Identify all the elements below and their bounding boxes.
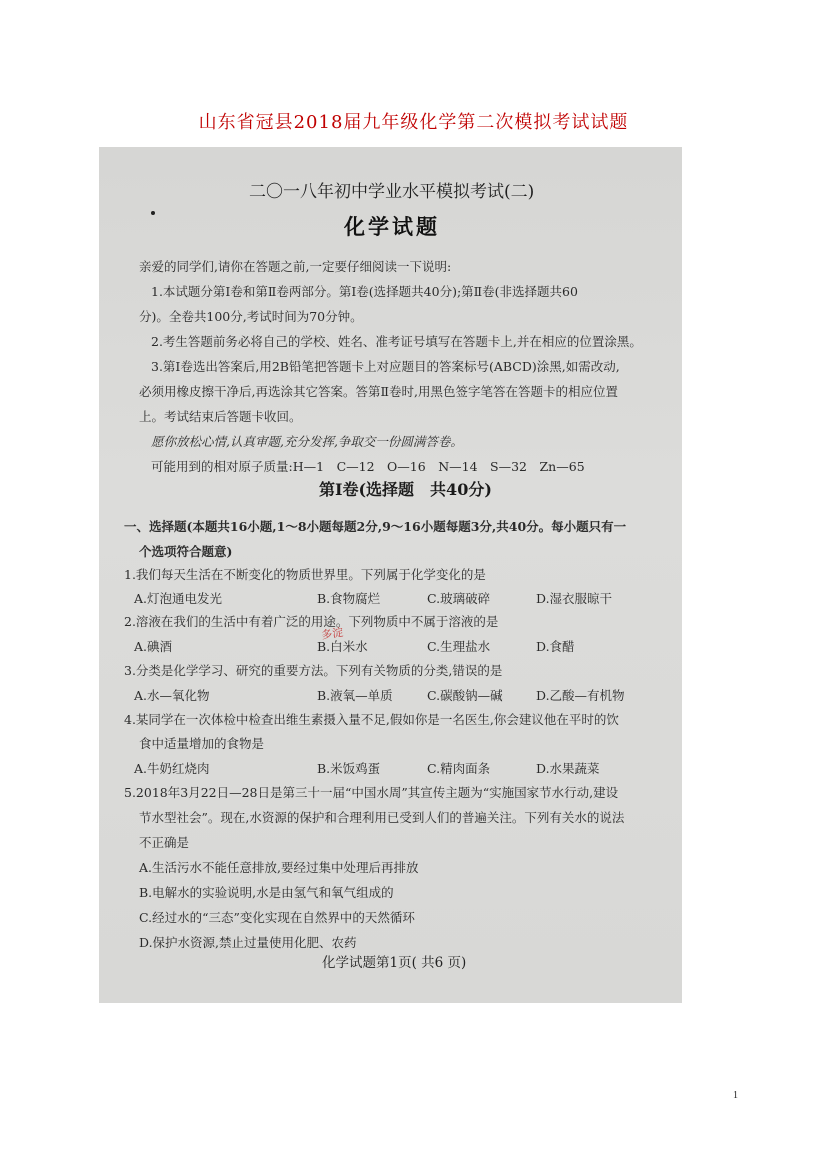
section-title: 第Ⅰ卷(选择题 共40分) (319, 480, 492, 499)
option-d: D.乙酸—有机物 (536, 688, 625, 703)
question-stem: 节水型社会”。现在,水资源的保护和合理利用已受到人们的普遍关注。下列有关水的说法 (139, 810, 625, 825)
page-footer: 化学试题第1页( 共6 页) (322, 955, 467, 971)
document-title: 山东省冠县2018届九年级化学第二次模拟考试试题 (198, 112, 629, 133)
ink-dot (151, 211, 155, 215)
question-stem: 不正确是 (139, 835, 190, 850)
note-line: 1.本试题分第Ⅰ卷和第Ⅱ卷两部分。第Ⅰ卷(选择题共40分);第Ⅱ卷(非选择题共60 (151, 284, 578, 299)
question-stem: 1.我们每天生活在不断变化的物质世界里。下列属于化学变化的是 (124, 567, 486, 582)
option-c: C.经过水的“三态”变化实现在自然界中的天然循环 (139, 910, 415, 925)
option-a: A.水—氧化物 (134, 688, 210, 703)
note-line: 必须用橡皮擦干净后,再选涂其它答案。答第Ⅱ卷时,用黑色签字笔答在答题卡的相应位置 (139, 384, 618, 399)
option-b: B.米饭鸡蛋 (317, 761, 381, 776)
option-b: B.白米水 (317, 639, 368, 654)
exam-header: 二〇一八年初中学业水平模拟考试(二) (249, 182, 535, 202)
intro-text: 亲爱的同学们,请你在答题之前,一定要仔细阅读一下说明: (139, 259, 452, 274)
option-d: D.湿衣服晾干 (536, 591, 613, 606)
question-stem: 4.某同学在一次体检中检查出维生素摄入量不足,假如你是一名医生,你会建议他在平时的饮 (124, 712, 619, 727)
question-stem: 食中适量增加的食物是 (139, 736, 265, 751)
instructions-line: 个选项符合题意) (139, 544, 233, 559)
wish-text: 愿你放松心情,认真审题,充分发挥,争取交一份圆满答卷。 (151, 434, 463, 449)
option-d: D.保护水资源,禁止过量使用化肥、农药 (139, 935, 357, 950)
red-handwritten-mark: 多淀 (320, 625, 345, 642)
option-c: C.精肉面条 (427, 761, 491, 776)
page-number: 1 (733, 1090, 738, 1101)
question-stem: 3.分类是化学学习、研究的重要方法。下列有关物质的分类,错误的是 (124, 663, 503, 678)
option-b: B.电解水的实验说明,水是由氢气和氧气组成的 (139, 885, 394, 900)
subject-title: 化学试题 (344, 214, 440, 239)
note-line: 3.第Ⅰ卷选出答案后,用2B铅笔把答题卡上对应题目的答案标号(ABCD)涂黑,如需改动, (151, 359, 620, 374)
atomic-masses: 可能用到的相对原子质量:H—1 C—12 O—16 N—14 S—32 Zn—65 (151, 459, 585, 474)
question-stem: 5.2018年3月22日—28日是第三十一届“中国水周”其宣传主题为“实施国家节水行动,建设 (124, 785, 619, 800)
option-d: D.食醋 (536, 639, 575, 654)
option-c: C.玻璃破碎 (427, 591, 491, 606)
option-a: A.灯泡通电发光 (134, 591, 223, 606)
question-stem: 2.溶液在我们的生活中有着广泛的用途。下列物质中不属于溶液的是 (124, 614, 499, 629)
note-line: 上。考试结束后答题卡收回。 (139, 409, 302, 424)
option-a: A.碘酒 (134, 639, 173, 654)
instructions-line: 一、选择题(本题共16小题,1～8小题每题2分,9～16小题每题3分,共40分。每小题只有一 (124, 519, 627, 534)
option-c: C.碳酸钠—碱 (427, 688, 503, 703)
option-a: A.牛奶红烧肉 (134, 761, 210, 776)
option-b: B.液氧—单质 (317, 688, 393, 703)
scanned-exam-photo (99, 147, 682, 1003)
option-b: B.食物腐烂 (317, 591, 381, 606)
option-a: A.生活污水不能任意排放,要经过集中处理后再排放 (139, 860, 419, 875)
note-line: 分)。全卷共100分,考试时间为70分钟。 (139, 309, 363, 324)
option-c: C.生理盐水 (427, 639, 491, 654)
note-line: 2.考生答题前务必将自己的学校、姓名、准考证号填写在答题卡上,并在相应的位置涂黑。 (151, 334, 642, 349)
option-d: D.水果蔬菜 (536, 761, 600, 776)
